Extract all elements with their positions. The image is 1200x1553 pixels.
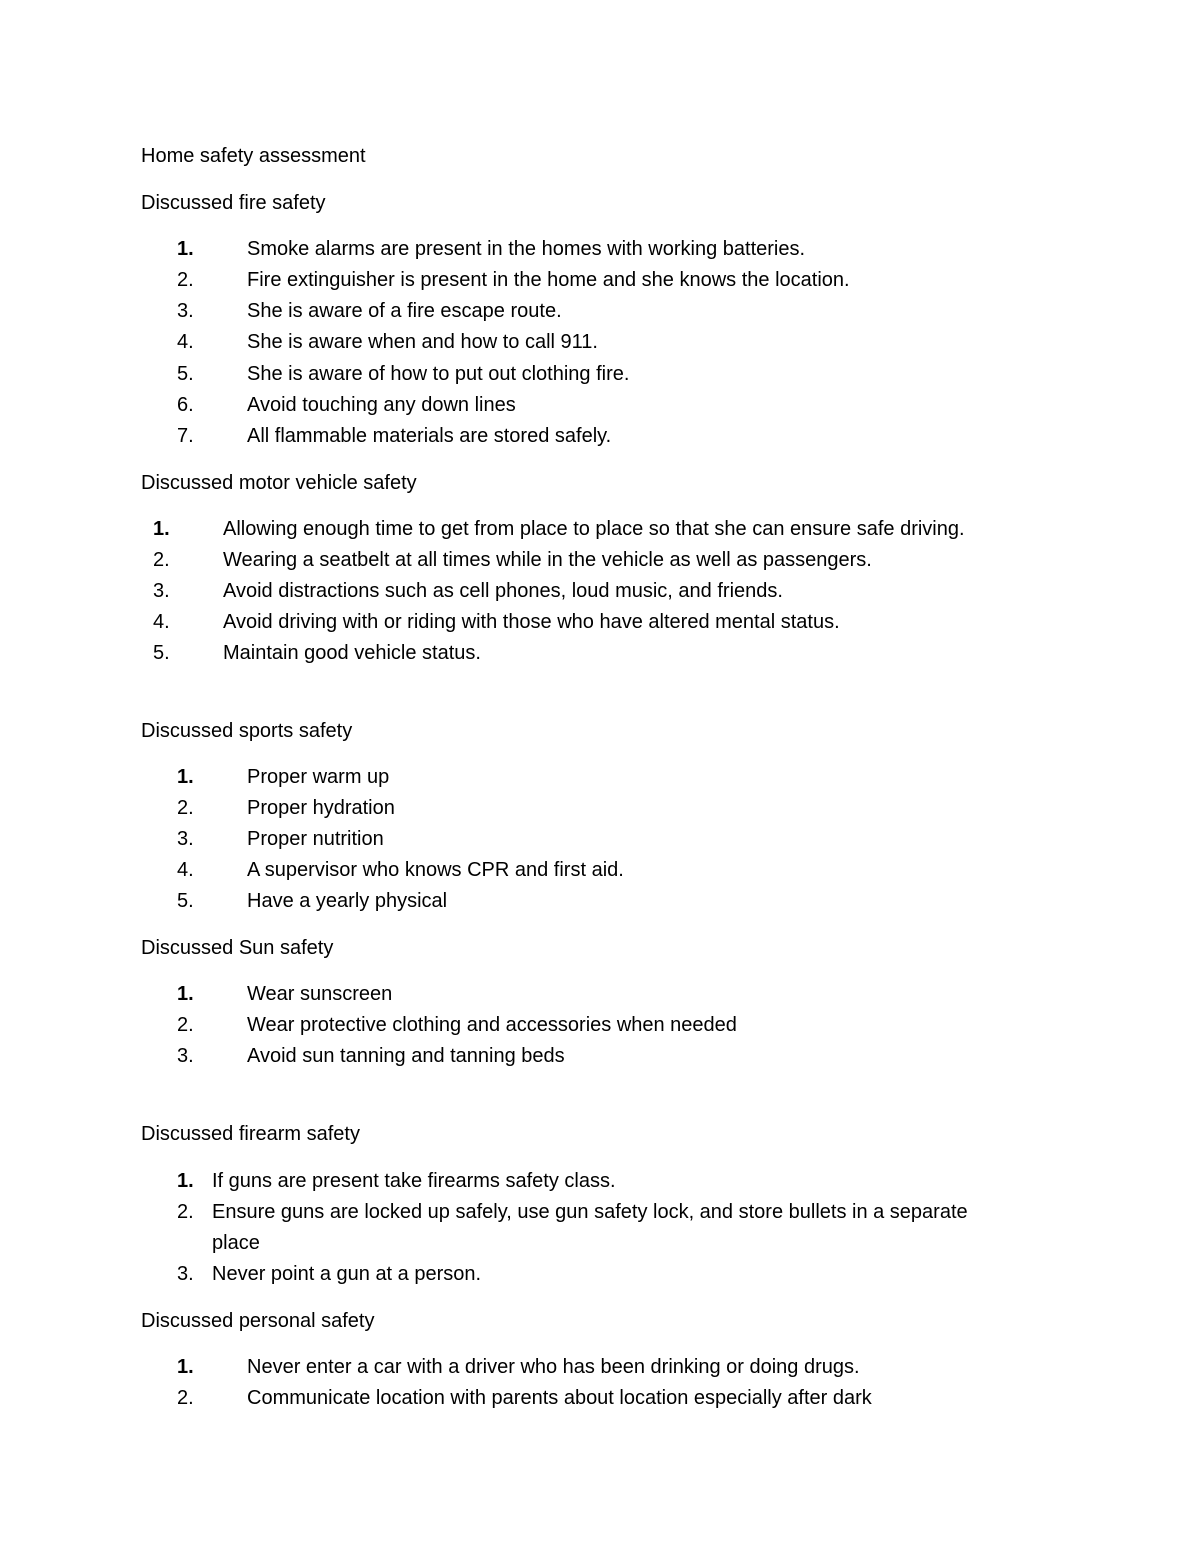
list-item-text: Proper nutrition [247, 828, 384, 850]
list-number: 5. [177, 363, 194, 385]
list-number: 1. [153, 518, 170, 540]
list-number: 1. [177, 1170, 194, 1192]
list-number: 4. [177, 859, 194, 881]
list-item-text: She is aware of how to put out clothing fire. [247, 363, 630, 385]
list-number: 6. [177, 394, 194, 416]
list-number: 2. [177, 797, 194, 819]
list-number: 2. [153, 549, 170, 571]
list-item-text: Avoid sun tanning and tanning beds [247, 1045, 565, 1067]
list-number: 2. [177, 1014, 194, 1036]
list-item-text: Smoke alarms are present in the homes with working batteries. [247, 238, 806, 260]
list-number: 4. [153, 611, 170, 633]
list-item-text: Never enter a car with a driver who has been drinking or doing drugs. [247, 1356, 860, 1378]
list-number: 2. [177, 1387, 194, 1409]
list-number: 1. [177, 983, 194, 1005]
list-number: 2. [177, 269, 194, 291]
list-item-text: Allowing enough time to get from place to place so that she can ensure safe driving. [223, 518, 965, 540]
list-item-text: Ensure guns are locked up safely, use gun safety lock, and store bullets in a separate [212, 1201, 968, 1223]
section-heading-sports: Discussed sports safety [141, 720, 353, 742]
list-number: 5. [177, 890, 194, 912]
list-item-text: Maintain good vehicle status. [223, 642, 481, 664]
list-number: 1. [177, 1356, 194, 1378]
list-item-text: She is aware when and how to call 911. [247, 331, 598, 353]
list-item-text: Wear sunscreen [247, 983, 393, 1005]
list-item-text: Proper hydration [247, 797, 395, 819]
section-heading-personal: Discussed personal safety [141, 1310, 375, 1332]
list-number: 4. [177, 331, 194, 353]
list-item-text: Communicate location with parents about location especially after dark [247, 1387, 872, 1409]
section-heading-firearm: Discussed firearm safety [141, 1123, 360, 1145]
list-number: 3. [177, 1045, 194, 1067]
list-number: 3. [177, 828, 194, 850]
list-item-text-continued: place [212, 1232, 260, 1254]
list-item-text: Fire extinguisher is present in the home and she knows the location. [247, 269, 850, 291]
list-item-text: Wearing a seatbelt at all times while in the vehicle as well as passengers. [223, 549, 872, 571]
section-heading-fire: Discussed fire safety [141, 192, 326, 214]
list-item-text: If guns are present take firearms safety class. [212, 1170, 616, 1192]
list-number: 3. [177, 1263, 194, 1285]
section-heading-motor-vehicle: Discussed motor vehicle safety [141, 472, 417, 494]
list-item-text: A supervisor who knows CPR and first aid. [247, 859, 624, 881]
list-number: 1. [177, 766, 194, 788]
list-item-text: Proper warm up [247, 766, 390, 788]
list-number: 1. [177, 238, 194, 260]
list-item-text: Avoid distractions such as cell phones, loud music, and friends. [223, 580, 783, 602]
list-item-text: She is aware of a fire escape route. [247, 300, 562, 322]
section-heading-sun: Discussed Sun safety [141, 937, 334, 959]
list-number: 2. [177, 1201, 194, 1223]
list-item-text: Never point a gun at a person. [212, 1263, 482, 1285]
list-number: 5. [153, 642, 170, 664]
list-item-text: Have a yearly physical [247, 890, 448, 912]
list-item-text: Avoid driving with or riding with those who have altered mental status. [223, 611, 840, 633]
list-item-text: All flammable materials are stored safely. [247, 425, 612, 447]
list-number: 3. [177, 300, 194, 322]
list-item-text: Avoid touching any down lines [247, 394, 516, 416]
list-number: 7. [177, 425, 194, 447]
list-item-text: Wear protective clothing and accessories when needed [247, 1014, 737, 1036]
document-title: Home safety assessment [141, 145, 366, 167]
list-number: 3. [153, 580, 170, 602]
